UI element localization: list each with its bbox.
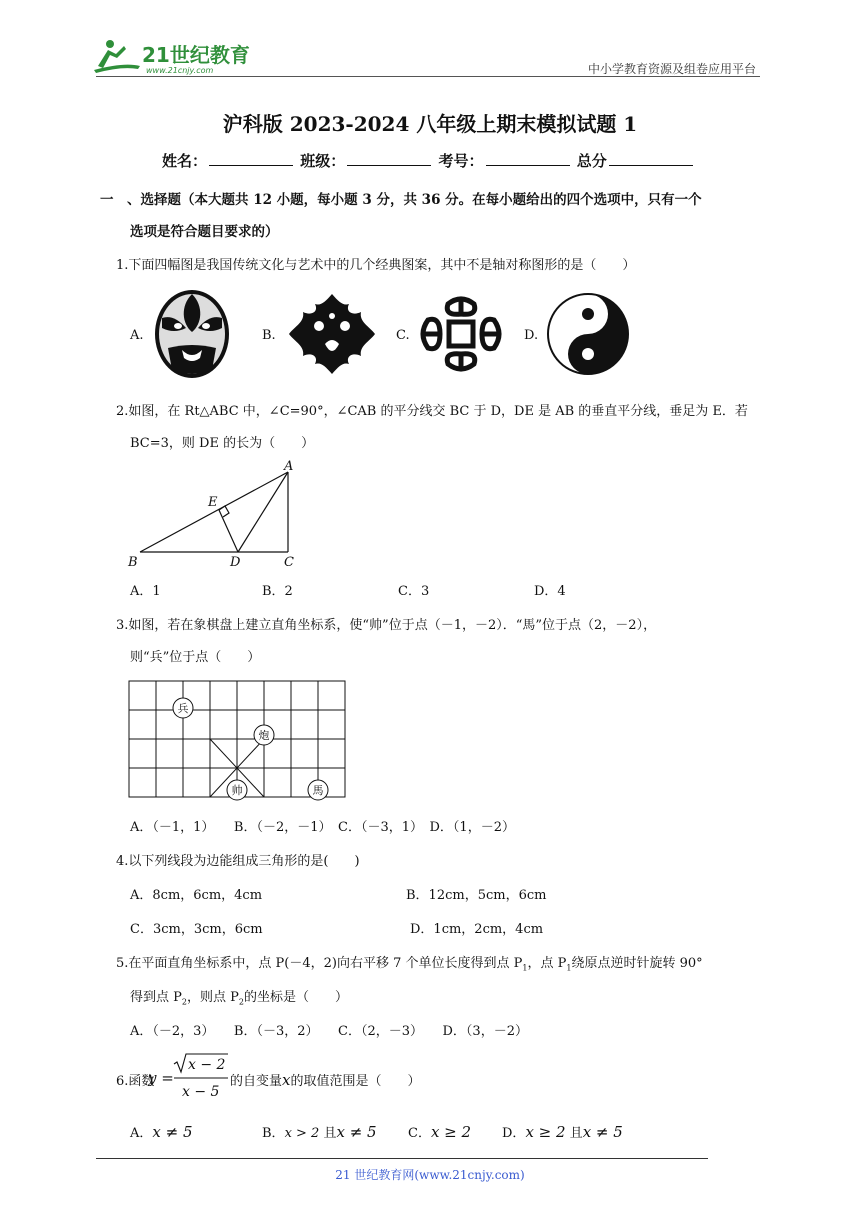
question-3-line2: 则“兵”位于点（ ） — [130, 650, 261, 665]
logo-url: www.21cnjy.com — [146, 66, 214, 75]
section-heading-line2: 选项是符合题目要求的） — [130, 224, 279, 240]
name-blank[interactable] — [209, 151, 293, 166]
q6-option-d: D．x ≥ 2 且x ≠ 5 — [502, 1123, 623, 1141]
q3-options: A．（－1，1） B．（－2，－1） C．（－3，1） D．（1，－2） — [130, 820, 515, 835]
q2-option-d: D．4 — [534, 584, 566, 599]
formula-denominator: x − 5 — [182, 1084, 220, 1100]
score-blank[interactable] — [609, 151, 693, 166]
class-blank[interactable] — [347, 151, 431, 166]
q2-option-b: B．2 — [262, 584, 293, 599]
question-4-text: 4.以下列线段为边能组成三角形的是( ) — [116, 854, 360, 869]
score-label: 总分 — [576, 152, 607, 170]
question-6-suffix: 的自变量x的取值范围是（ ） — [230, 1071, 421, 1089]
label-a: A — [284, 459, 294, 474]
q2-option-a: A．1 — [130, 584, 161, 599]
exam-no-label: 考号： — [438, 152, 484, 170]
piece-ma: 馬 — [312, 784, 324, 797]
header-divider — [96, 76, 760, 77]
logo-text: 21世纪教育 — [142, 43, 250, 67]
formula-y-eq: y = — [148, 1069, 174, 1087]
q1-option-c-label: C. — [396, 328, 410, 343]
piece-bing: 兵 — [177, 702, 189, 715]
exam-no-blank[interactable] — [486, 151, 570, 166]
q5-options: A．（－2，3） B．（－3，2） C．（2，－3） D．（3，－2） — [130, 1024, 528, 1039]
yin-yang-image — [546, 292, 630, 380]
q6-option-a: A．x ≠ 5 — [130, 1123, 193, 1141]
site-tagline: 中小学教育资源及组卷应用平台 — [587, 62, 756, 76]
function-formula — [148, 1052, 230, 1108]
site-logo — [94, 36, 264, 76]
q2-option-c: C．3 — [398, 584, 430, 599]
q6-option-b: B．x > 2 且x ≠ 5 — [262, 1123, 377, 1141]
opera-mask-image — [152, 288, 232, 384]
q1-option-d-label: D. — [524, 328, 539, 343]
q6-option-c: C．x ≥ 2 — [408, 1123, 472, 1141]
q4-option-c: C．3cm，3cm，6cm — [130, 922, 263, 937]
exam-title: 沪科版 2023-2024 八年级上期末模拟试题 1 — [222, 112, 638, 136]
label-c: C — [284, 555, 294, 570]
label-b: B — [128, 555, 138, 570]
q1-option-a-label: A. — [130, 328, 144, 343]
question-1-text: 1.下面四幅图是我国传统文化与艺术中的几个经典图案，其中不是轴对称图形的是（ ） — [116, 258, 636, 273]
piece-shuai: 帅 — [231, 784, 243, 797]
chessboard-diagram — [128, 678, 348, 806]
q4-option-a: A．8cm，6cm，4cm — [130, 888, 263, 903]
triangle-diagram — [126, 458, 306, 578]
q4-option-d: D．1cm，2cm，4cm — [410, 922, 544, 937]
q4-option-b: B．12cm，5cm，6cm — [406, 888, 547, 903]
piece-pao: 炮 — [258, 729, 270, 742]
footer-link[interactable]: 21 世纪教育网(www.21cnjy.com) — [335, 1168, 525, 1182]
label-e: E — [208, 495, 218, 510]
label-d: D — [230, 555, 241, 570]
footer-divider — [96, 1158, 708, 1159]
question-6-prefix: 6.函数 — [116, 1074, 155, 1089]
ornament-c-image — [418, 294, 504, 378]
student-info-line — [162, 150, 695, 171]
class-label: 班级： — [300, 152, 346, 170]
question-5-line2: 得到点 $P_2$，则点 $P_2$的坐标是（ ） — [130, 990, 348, 1007]
q1-option-b-label: B. — [262, 328, 276, 343]
formula-numerator: x − 2 — [188, 1057, 226, 1073]
question-5-line1: 5.在平面直角坐标系中，点 P(－4，2)向右平移 7 个单位长度得到点 $P_1$，点 $P_1$绕原点逆时针旋转 90° — [116, 956, 703, 973]
name-label: 姓名： — [162, 152, 208, 170]
section-heading-line1: 一 、选择题（本大题共 12 小题，每小题 3 分，共 36 分。在每小题给出的四个选项中，只有一个 — [100, 192, 702, 208]
question-2-line2: BC=3，则 DE 的长为（ ） — [130, 436, 315, 451]
ornament-b-image — [285, 292, 379, 380]
question-2-line1: 2.如图，在 Rt△ABC 中，∠C=90°，∠CAB 的平分线交 BC 于 D，DE 是 AB 的垂直平分线，垂足为 E．若 — [116, 404, 748, 419]
question-3-line1: 3.如图，若在象棋盘上建立直角坐标系，使“帅”位于点（－1，－2）．“馬”位于点（2，－2）， — [116, 618, 657, 633]
